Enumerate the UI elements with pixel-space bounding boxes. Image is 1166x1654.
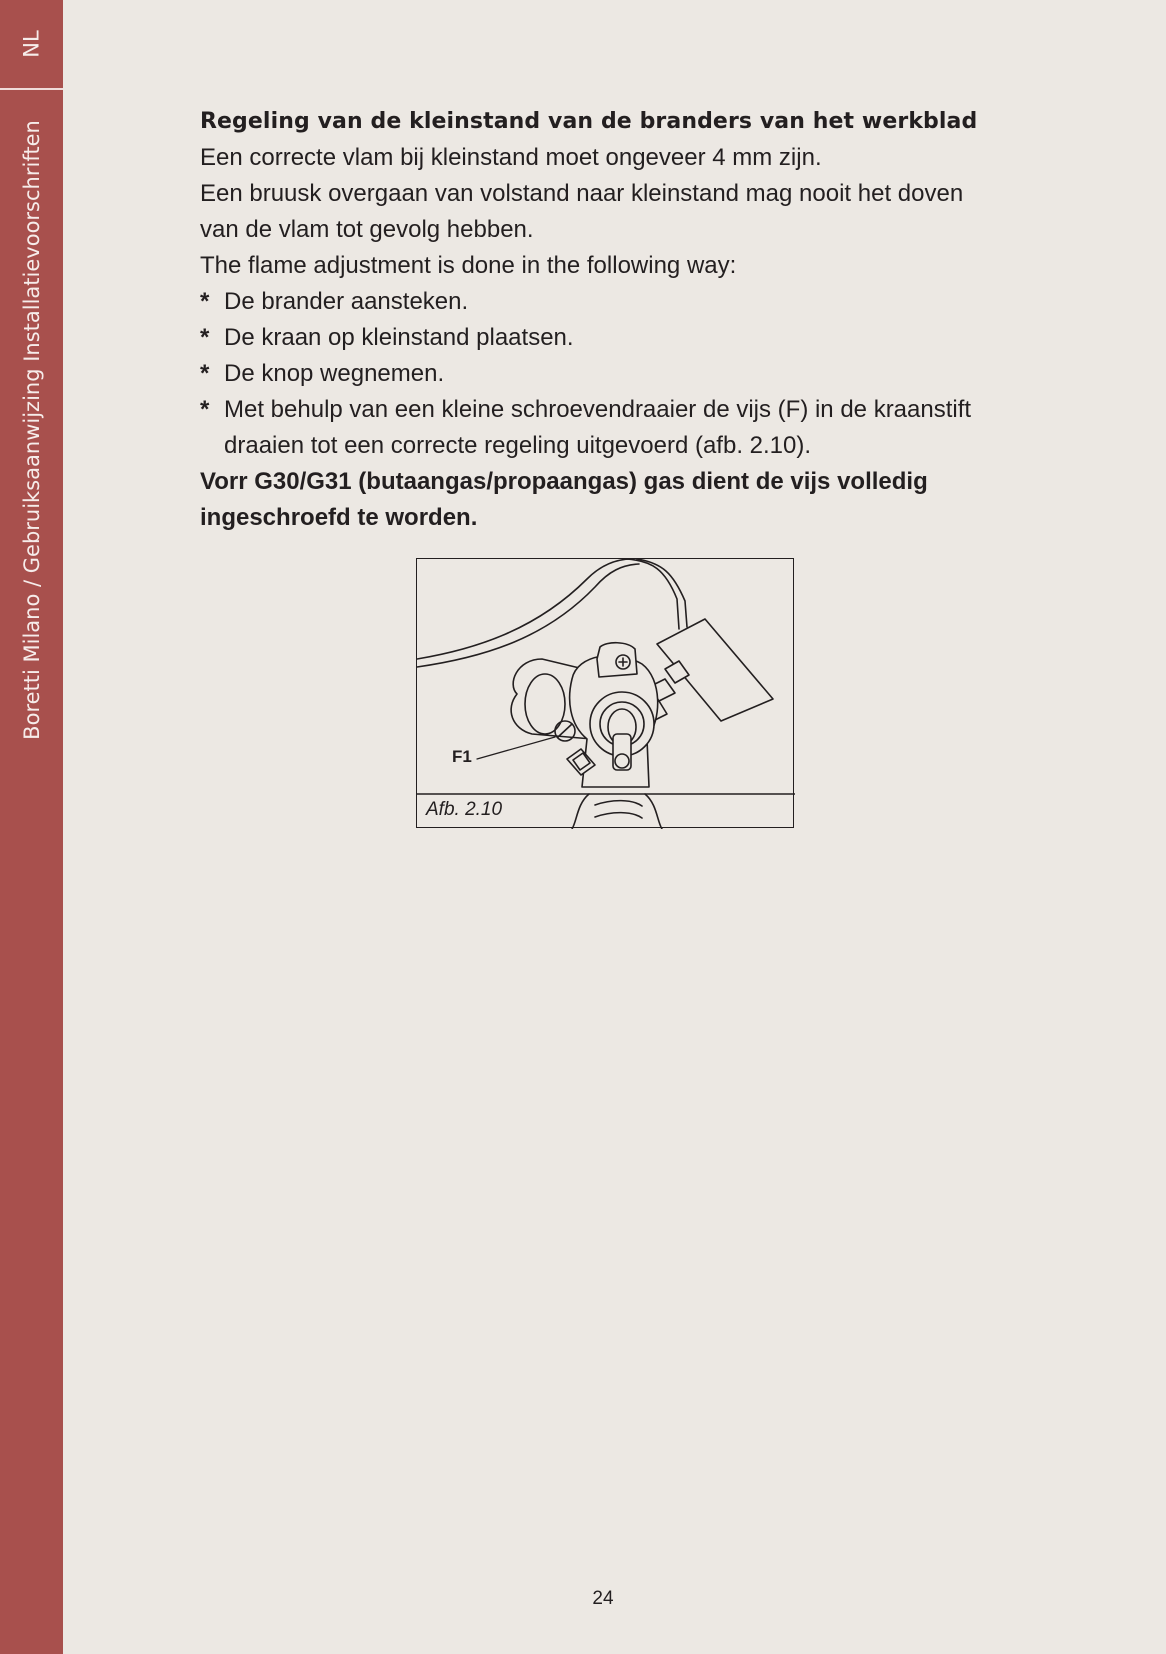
figure-caption: Afb. 2.10 (426, 799, 503, 820)
bullet-asterisk: * (200, 288, 210, 315)
step-text: Met behulp van een kleine schroevendraaier de vijs (F) in de kraanstift draaien tot een correcte regeling uitgevoerd (afb. 2.10). (224, 396, 972, 459)
page-number: 24 (592, 1588, 614, 1609)
sidebar-divider (0, 88, 63, 90)
bullet-asterisk: * (200, 324, 210, 351)
language-label: NL (19, 30, 44, 58)
list-item (200, 284, 1000, 320)
list-item (200, 392, 1000, 464)
gas-valve-illustration (417, 559, 795, 829)
bullet-asterisk: * (200, 360, 210, 387)
paragraph: Een correcte vlam bij kleinstand moet ongeveer 4 mm zijn. (200, 144, 822, 171)
step-text: De brander aansteken. (224, 288, 469, 315)
callout-f1: F1 (452, 747, 472, 766)
paragraph: Een bruusk overgaan van volstand naar kleinstand mag nooit het doven van de vlam tot gevolg hebben. (200, 180, 964, 243)
gas-note: Vorr G30/G31 (butaangas/propaangas) gas dient de vijs volledig ingeschroefd te worden. (200, 468, 928, 531)
step-text: De knop wegnemen. (224, 360, 445, 387)
sidebar-title-text: Boretti Milano / Gebruiksaanwijzing Installatievoorschriften (19, 120, 44, 740)
section-heading: Regeling van de kleinstand van de branders van het werkblad (200, 109, 978, 134)
step-text: De kraan op kleinstand plaatsen. (224, 324, 574, 351)
main-content (200, 104, 1000, 536)
paragraph: The flame adjustment is done in the following way: (200, 252, 737, 279)
sidebar (0, 0, 63, 1654)
list-item (200, 356, 1000, 392)
bullet-asterisk: * (200, 396, 210, 423)
figure-2-10 (416, 558, 794, 828)
language-tab (0, 0, 63, 88)
sidebar-title (0, 95, 63, 765)
steps-list (200, 284, 1000, 464)
list-item (200, 320, 1000, 356)
